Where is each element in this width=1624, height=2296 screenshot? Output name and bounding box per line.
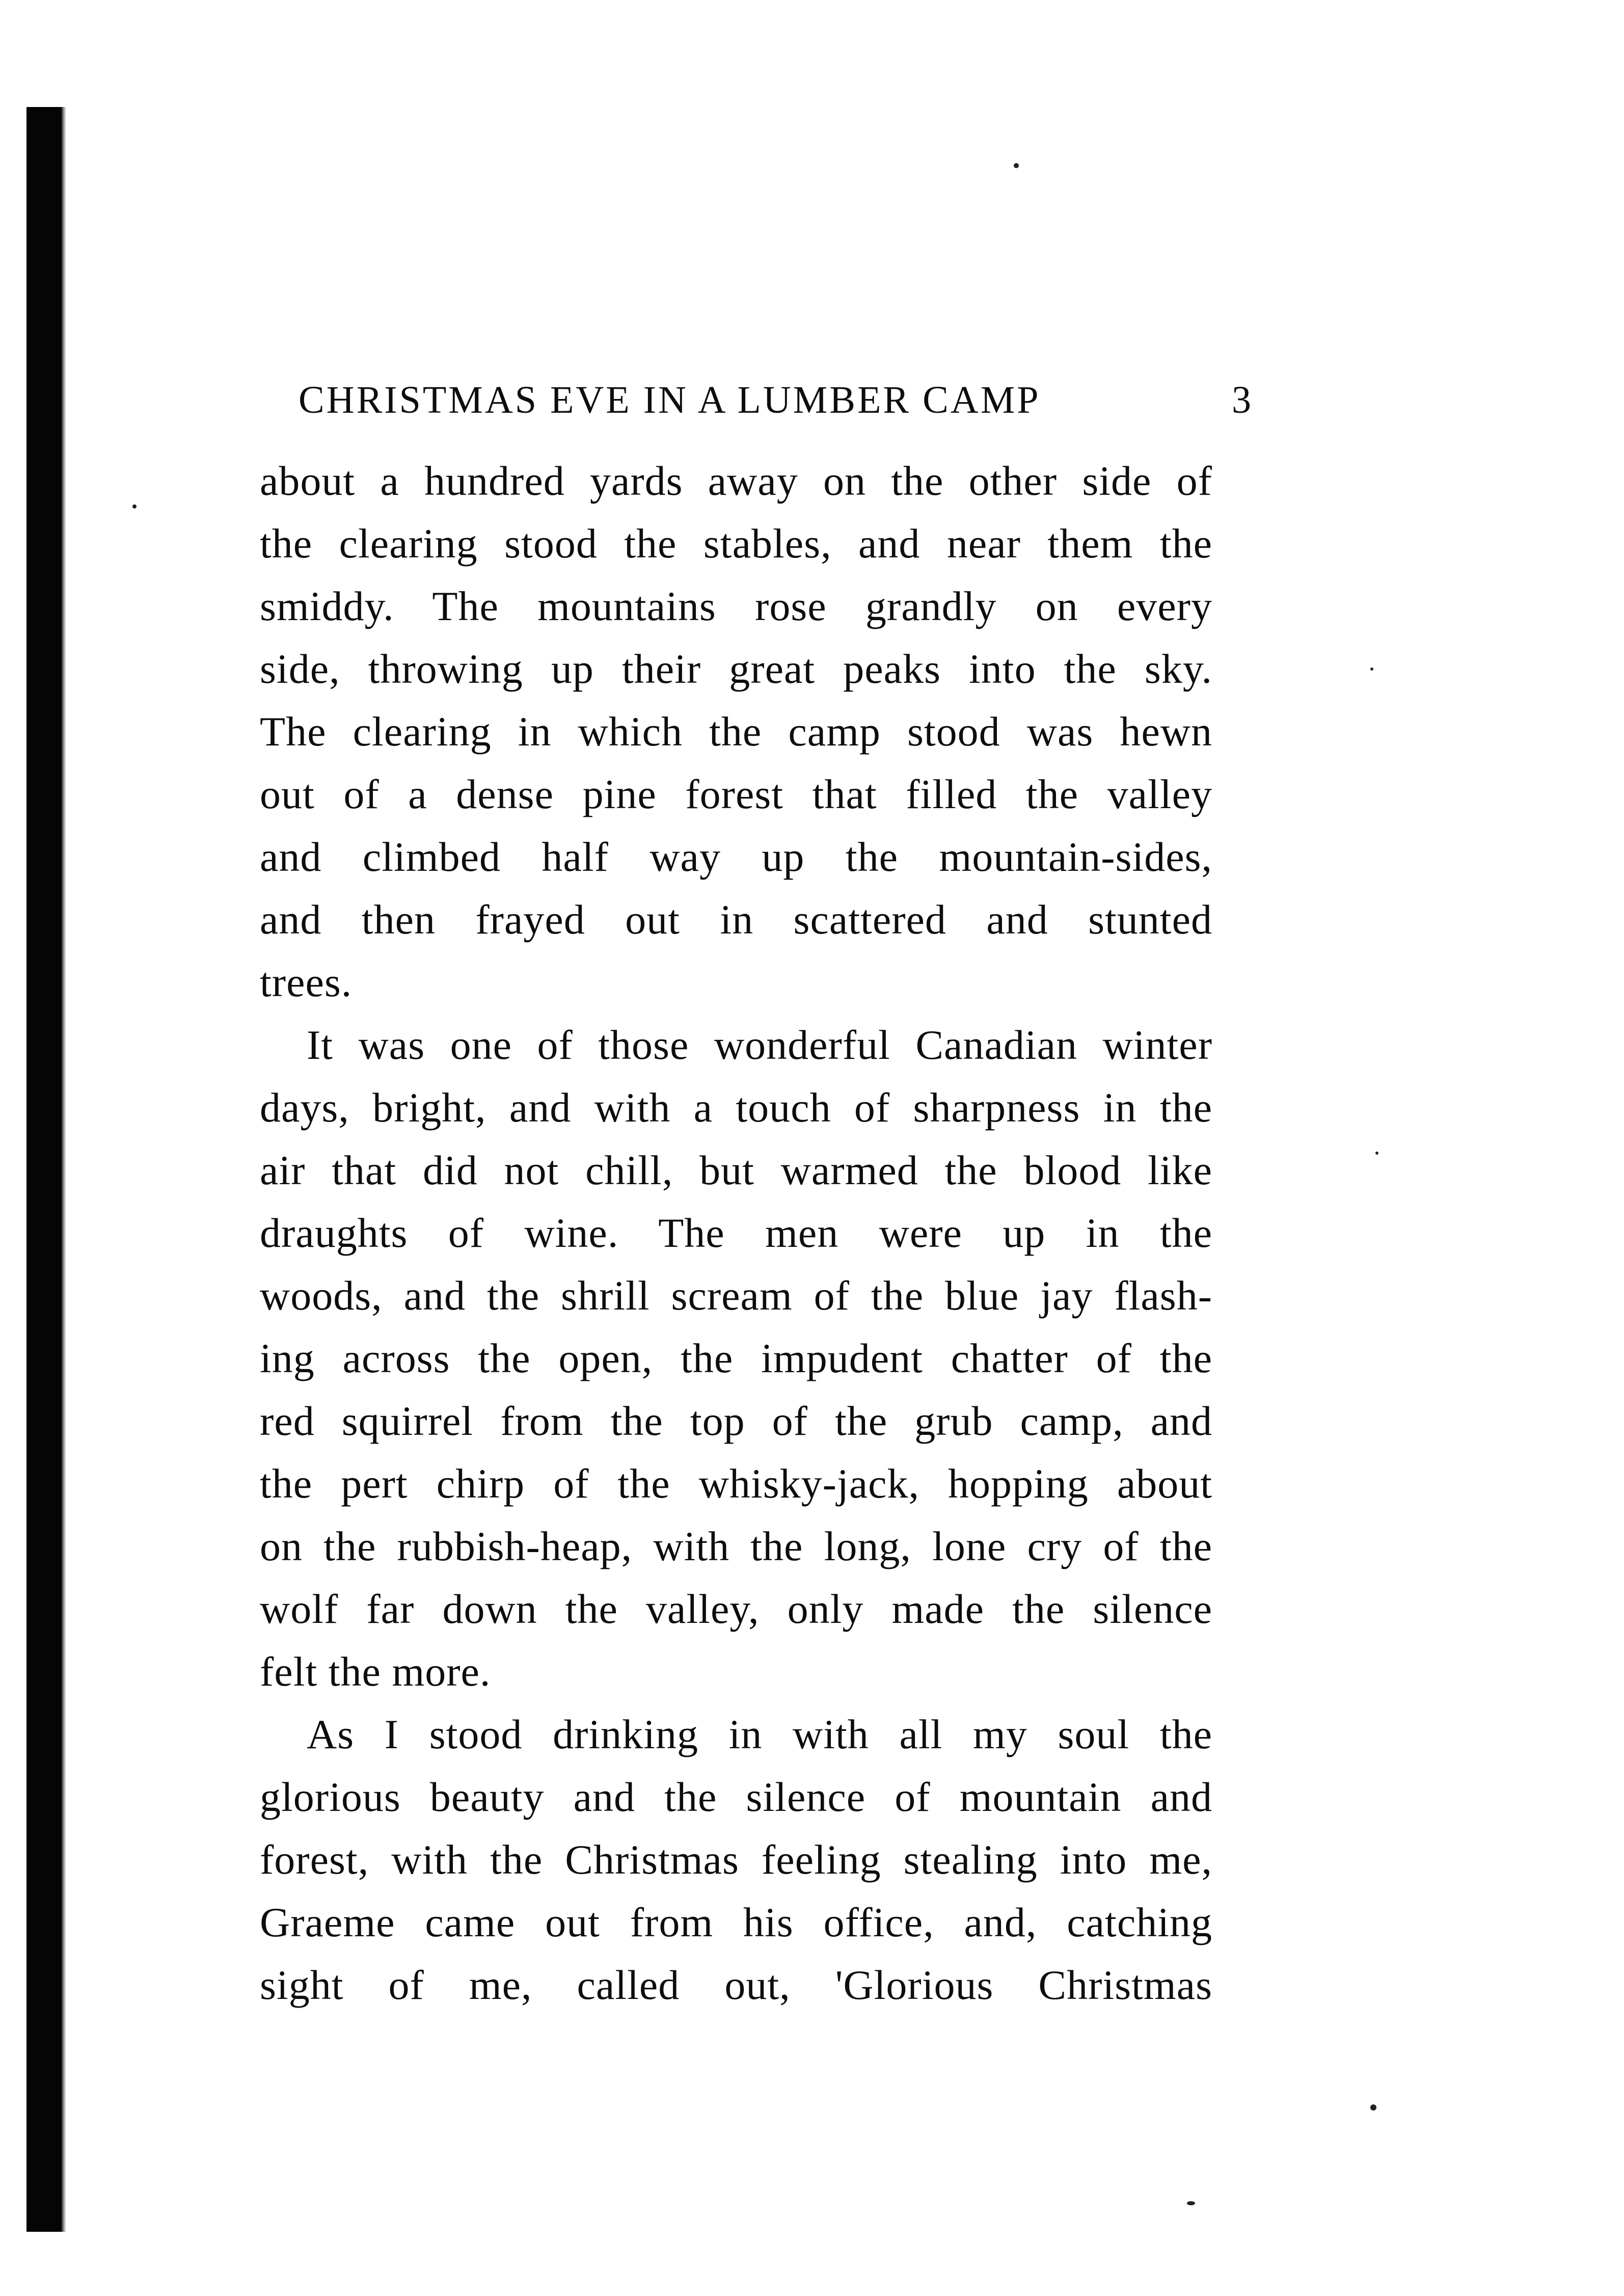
text-line: red squirrel from the top of the grub camp, and [260,1398,1212,1444]
text-line: felt the more. [260,1648,491,1695]
text-line: The clearing in which the camp stood was hewn [260,708,1212,755]
text-line: the pert chirp of the whisky-jack, hopping about [260,1460,1212,1507]
running-head-title: CHRISTMAS EVE IN A LUMBER CAMP [299,379,1041,421]
text-line: wolf far down the valley, only made the silence [260,1586,1212,1632]
running-header [299,372,1251,428]
scan-speck [1014,163,1019,168]
text-line: glorious beauty and the silence of mountain and [260,1774,1212,1820]
text-line: smiddy. The mountains rose grandly on every [260,583,1212,629]
text-line: the clearing stood the stables, and near them the [260,520,1212,567]
text-line: draughts of wine. The men were up in the [260,1210,1212,1256]
paragraph-start-line: As I stood drinking in with all my soul the [307,1711,1212,1757]
text-line: days, bright, and with a touch of sharpness in the [260,1084,1212,1131]
text-line: woods, and the shrill scream of the blue jay flash- [260,1272,1212,1319]
text-line: ing across the open, the impudent chatter of the [260,1335,1212,1381]
scan-speck [1187,2201,1195,2205]
text-line: air that did not chill, but warmed the blood like [260,1147,1212,1193]
text-line: and climbed half way up the mountain-sides, [260,834,1212,880]
text-line: Graeme came out from his office, and, catching [260,1899,1212,1945]
paragraph-start-line: It was one of those wonderful Canadian winter [307,1022,1212,1068]
text-line: about a hundred yards away on the other side of [260,458,1212,504]
text-line: side, throwing up their great peaks into the sky. [260,646,1212,692]
book-spine-shadow [26,107,62,2232]
page-number: 3 [1232,379,1251,421]
scan-speck [1375,1152,1378,1155]
text-line: and then frayed out in scattered and stunted [260,896,1212,943]
text-line: forest, with the Christmas feeling stealing into me, [260,1836,1212,1883]
scan-speck [1370,668,1373,671]
body-text [260,449,1212,2016]
text-line: on the rubbish-heap, with the long, lone cry of the [260,1523,1212,1569]
text-line: out of a dense pine forest that filled the valley [260,771,1212,817]
text-line: sight of me, called out, 'Glorious Christmas [260,1962,1212,2008]
scan-speck [132,504,137,509]
text-line: trees. [260,959,353,1005]
scan-speck [1370,2104,1376,2111]
